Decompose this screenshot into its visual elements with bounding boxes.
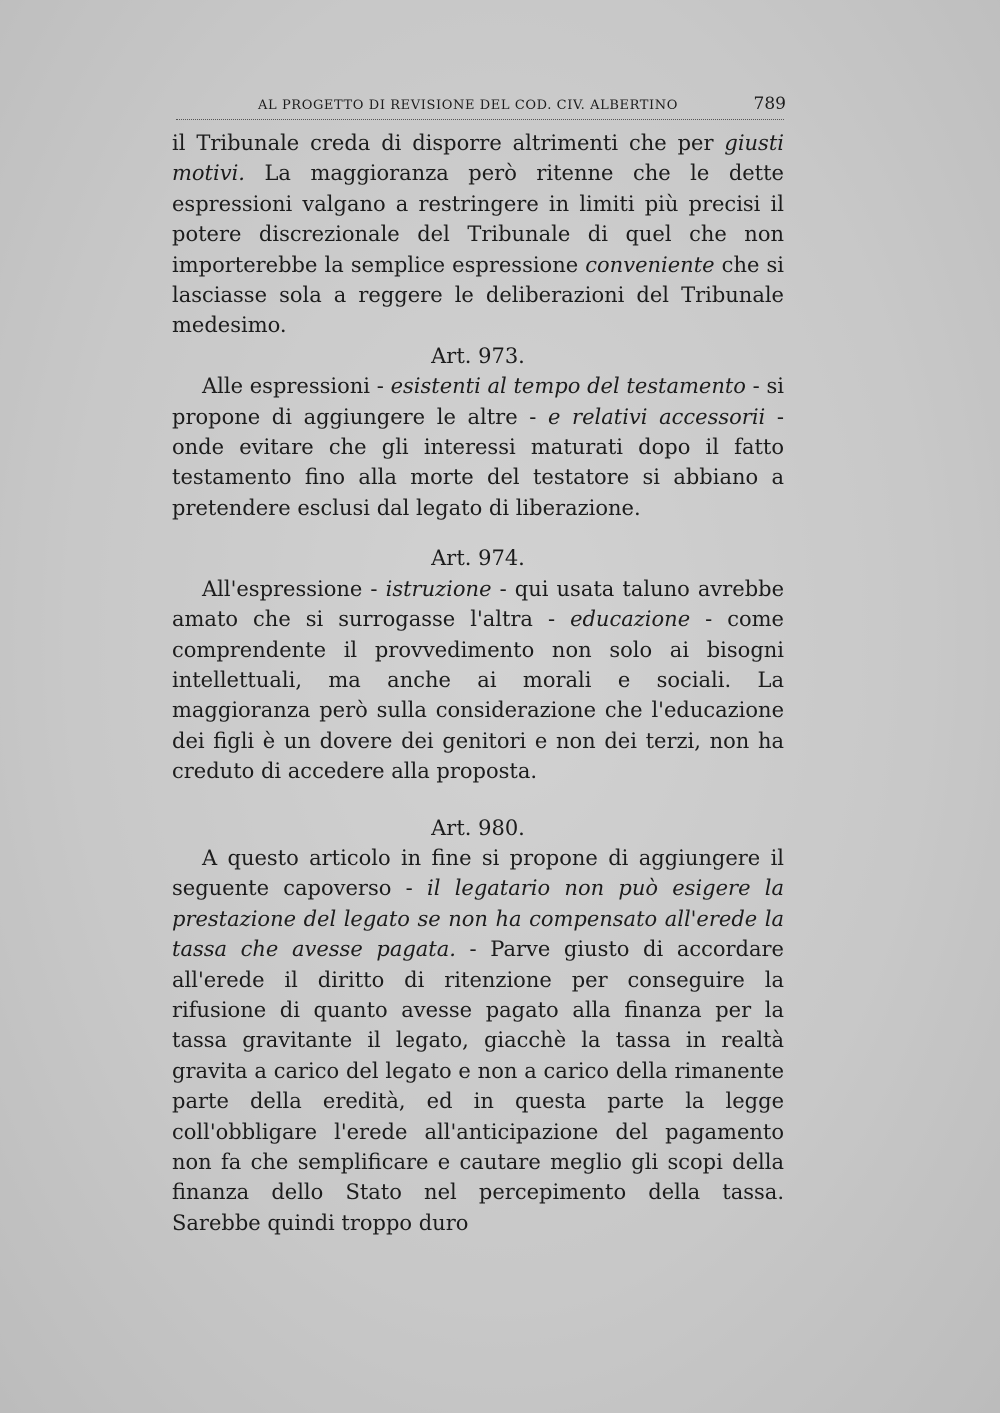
- running-header: [258, 94, 786, 114]
- italic-text: educazione: [570, 607, 691, 632]
- article-heading: Art. 974.: [431, 546, 525, 571]
- italic-text: conveniente: [585, 252, 715, 277]
- article-heading: Art. 973.: [431, 343, 525, 368]
- header-rule: [176, 119, 784, 120]
- page-number: 789: [753, 94, 786, 114]
- article-heading: Art. 980.: [431, 815, 525, 840]
- text-run: All'espressione -: [202, 576, 386, 601]
- italic-text: giusti motivi.: [172, 131, 784, 186]
- italic-text: e relativi accessorii: [548, 404, 766, 429]
- text-run: Alle espressioni -: [202, 374, 391, 399]
- paragraph: [172, 371, 784, 523]
- text-run: La maggioranza però ritenne che le dette espressioni valgano a restringere in limiti più precisi il potere discrezionale del Tribunale di quel che non importerebbe la semplice espressione: [172, 161, 784, 277]
- paragraph: [172, 574, 784, 787]
- italic-text: il legatario non può esigere la prestazione del legato se non ha compensato all'erede la tassa che avesse pagata.: [172, 876, 785, 962]
- italic-text: istruzione: [385, 576, 492, 601]
- paragraph: [172, 128, 784, 341]
- text-run: - come comprendente il provvedimento non solo ai bisogni intellettuali, ma anche ai morali e sociali. La maggioranza però sulla considerazione che l'educazione dei figli è un dovere dei genitori e non dei terzi, non ha creduto di accedere alla proposta.: [172, 607, 784, 784]
- text-run: A questo articolo in fine si propone di aggiungere il seguente capoverso -: [172, 845, 784, 901]
- running-title: AL PROGETTO DI REVISIONE DEL COD. CIV. ALBERTINO: [258, 98, 679, 113]
- text-run: - Parve giusto di accordare all'erede il diritto di ritenzione per conseguire la rifusione di quanto avesse pagato alla finanza per la tassa gravitante il legato, giacchè la tassa in realtà gravita a carico del legato e non a carico della rimanente parte della eredità, ed in questa parte la legge coll'obbligare l'erede all'anticipazione del pagamento non fa che semplificare e cautare meglio gli scopi della finanza dello Stato nel percepimento della tassa. Sarebbe quindi troppo duro: [172, 937, 784, 1235]
- text-run: il Tribunale creda di disporre altrimenti che per: [172, 131, 725, 155]
- text-run: - onde evitare che gli interessi maturati dopo il fatto testamento fino alla morte del testatore si abbiano a pretendere esclusi dal legato di liberazione.: [172, 404, 784, 520]
- text-run: che si lasciasse sola a reggere le deliberazioni del Tribunale medesimo.: [172, 252, 785, 338]
- paragraph: [172, 843, 784, 1238]
- text-run: - qui usata taluno avrebbe amato che si surrogasse l'altra -: [172, 576, 785, 632]
- body-text: [172, 128, 784, 1238]
- italic-text: esistenti al tempo del testamento: [390, 374, 746, 399]
- text-run: - si propone di aggiungere le altre -: [172, 374, 784, 429]
